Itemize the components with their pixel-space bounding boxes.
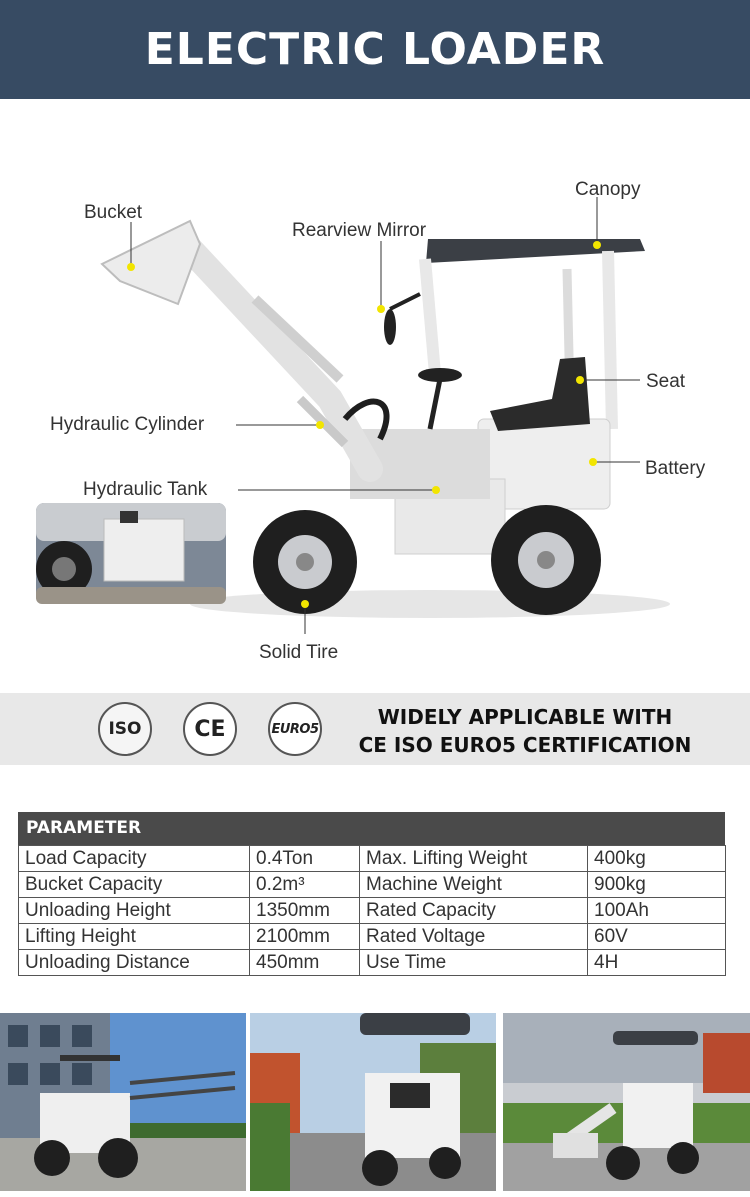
certification-line-2: CE ISO EURO5 CERTIFICATION [358, 733, 692, 757]
param-label: Lifting Height [19, 924, 250, 950]
param-value: 4H [588, 950, 726, 976]
hydraulic-tank-inset-photo [36, 503, 226, 604]
loader-diagram [0, 99, 750, 689]
page-header [0, 0, 750, 99]
iso-badge-icon: ISO [98, 702, 152, 756]
param-value: 100Ah [588, 898, 726, 924]
certification-band [0, 693, 750, 765]
photo-loader-street [250, 1013, 496, 1191]
ce-badge-icon: CE [183, 702, 237, 756]
param-label: Rated Capacity [360, 898, 588, 924]
param-label: Use Time [360, 950, 588, 976]
photo-forklift-loader [0, 1013, 246, 1191]
label-battery: Battery [645, 458, 706, 479]
label-seat: Seat [646, 371, 686, 392]
param-value: 1350mm [250, 898, 360, 924]
table-row [19, 872, 726, 898]
table-row [19, 898, 726, 924]
param-label: Max. Lifting Weight [360, 846, 588, 872]
param-value: 2100mm [250, 924, 360, 950]
label-hydraulic-tank: Hydraulic Tank [83, 479, 208, 500]
parameter-title: PARAMETER [18, 812, 725, 845]
label-rearview-mirror: Rearview Mirror [292, 220, 427, 241]
table-row [19, 924, 726, 950]
certification-line-1: WIDELY APPLICABLE WITH [377, 705, 673, 729]
param-label: Load Capacity [19, 846, 250, 872]
photo-loader-side [503, 1013, 750, 1191]
euro5-badge-icon: EURO5 [268, 702, 322, 756]
param-value: 60V [588, 924, 726, 950]
label-canopy: Canopy [575, 179, 641, 200]
table-row [19, 846, 726, 872]
label-hydraulic-cylinder: Hydraulic Cylinder [50, 414, 205, 435]
parameter-section [18, 812, 725, 976]
param-label: Rated Voltage [360, 924, 588, 950]
table-row [19, 950, 726, 976]
parameter-table [18, 845, 726, 976]
param-label: Unloading Distance [19, 950, 250, 976]
param-label: Unloading Height [19, 898, 250, 924]
param-value: 900kg [588, 872, 726, 898]
label-bucket: Bucket [84, 202, 143, 223]
page-title: ELECTRIC LOADER [144, 24, 606, 75]
param-value: 0.4Ton [250, 846, 360, 872]
label-solid-tire: Solid Tire [259, 642, 339, 663]
param-value: 0.2m³ [250, 872, 360, 898]
param-value: 400kg [588, 846, 726, 872]
param-value: 450mm [250, 950, 360, 976]
certification-text [345, 703, 705, 759]
param-label: Machine Weight [360, 872, 588, 898]
param-label: Bucket Capacity [19, 872, 250, 898]
